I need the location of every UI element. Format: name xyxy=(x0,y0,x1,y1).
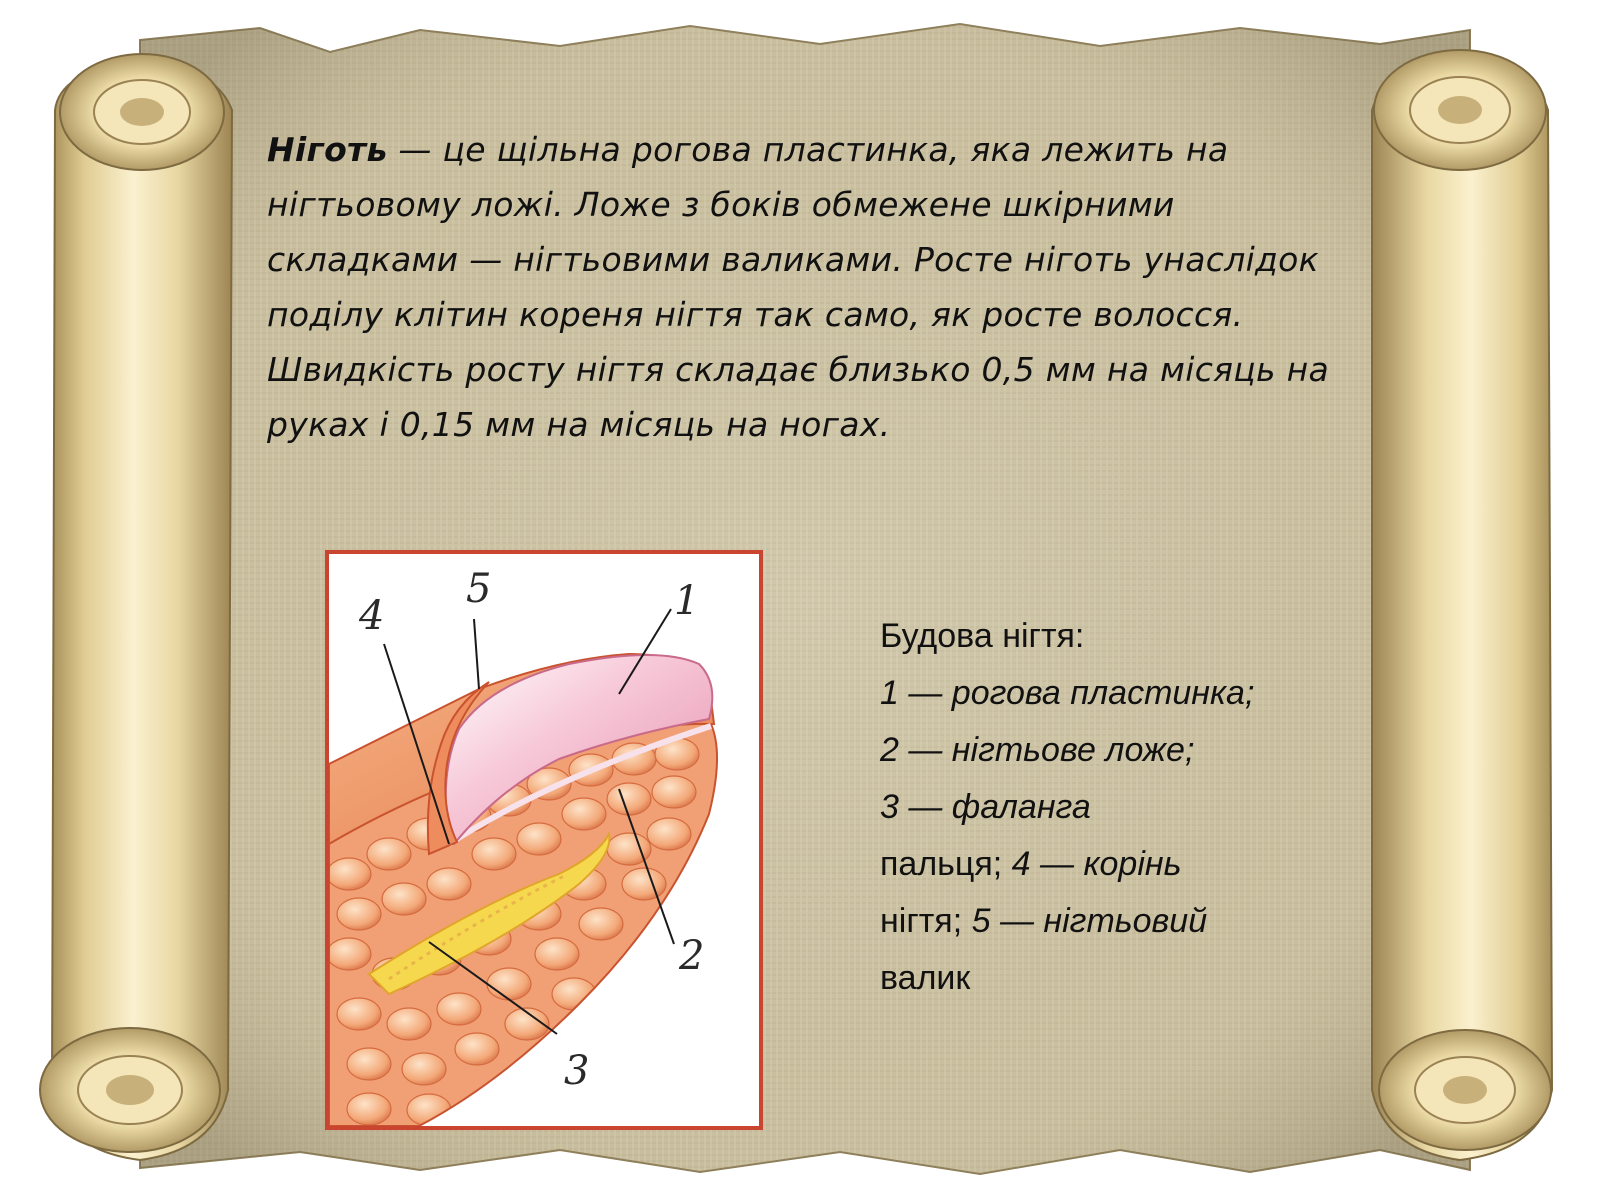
caption-item-2: 2 — нігтьове ложе; xyxy=(880,731,1195,769)
definition-text: — це щільна рогова пластинка, яка лежить на нігтьовому ложі. Ложе з боків обмежене шкірними складками — нігтьовими валиками. Росте ніготь унаслідок поділу клітин кореня нігтя так само, як росте волосся. Швидкість росту нігтя складає близько 0,5 мм на місяць на руках і 0,15 мм на місяць на ногах. xyxy=(267,130,1329,444)
caption-item-3: 3 — фаланга xyxy=(880,788,1091,826)
caption-item-5: 5 — нігтьовий xyxy=(971,902,1208,940)
caption-item-1: 1 — рогова пластинка; xyxy=(880,674,1255,712)
caption-line-5-plain: нігтя; xyxy=(880,902,972,940)
term-nail: Ніготь xyxy=(267,130,388,169)
nail-structure-figure xyxy=(325,550,763,1130)
figure-caption xyxy=(880,608,1320,1007)
caption-line-4 xyxy=(880,836,1320,893)
figure-label-2: 2 xyxy=(679,933,705,979)
caption-line-6: валик xyxy=(880,959,971,997)
figure-label-5: 5 xyxy=(466,566,492,612)
figure-label-4: 4 xyxy=(359,593,385,639)
nail-cross-section-illustration xyxy=(329,554,759,1126)
caption-line-5 xyxy=(880,893,1320,950)
figure-label-3: 3 xyxy=(564,1048,590,1094)
caption-item-4: 4 — корінь xyxy=(1011,845,1182,883)
nail-definition-paragraph xyxy=(267,122,1342,452)
figure-label-1: 1 xyxy=(674,578,700,624)
caption-line-4-plain: пальця; xyxy=(880,845,1012,883)
caption-heading: Будова нігтя: xyxy=(880,617,1085,655)
